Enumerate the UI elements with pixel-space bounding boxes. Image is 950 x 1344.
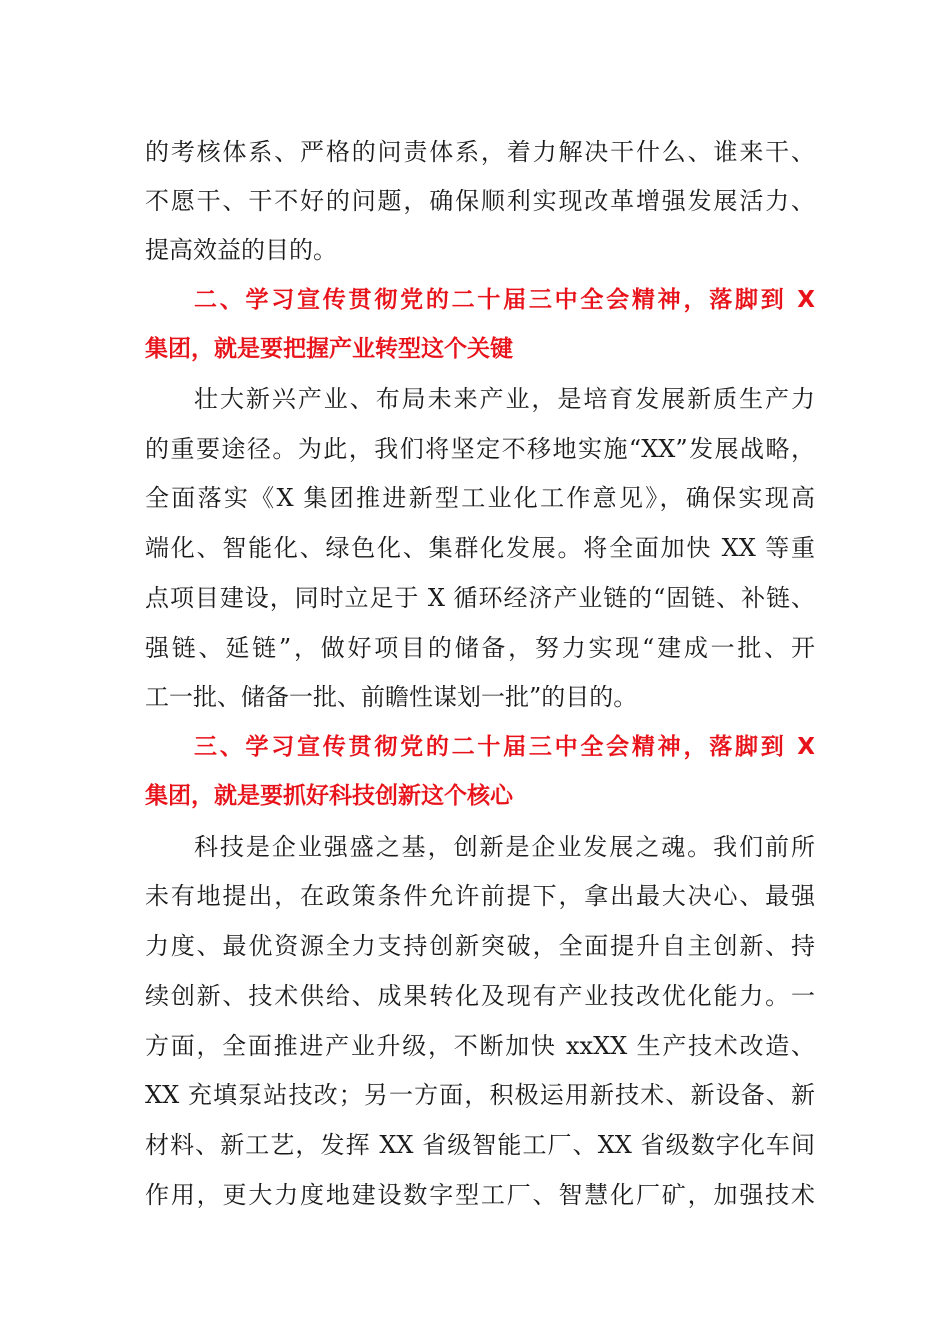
heading-line: 集团，就是要抓好科技创新这个核心: [145, 783, 513, 809]
paragraph-line: 强链、延链”，做好项目的储备，努力实现“建成一批、开: [145, 634, 815, 662]
paragraph-line: 续创新、技术供给、成果转化及现有产业技改优化能力。一: [145, 982, 815, 1010]
paragraph-line: 不愿干、干不好的问题，确保顺利实现改革增强发展活力、: [145, 187, 815, 215]
paragraph-line: 全面落实《X 集团推进新型工业化工作意见》，确保实现高: [145, 484, 815, 512]
paragraph-line: 材料、新工艺，发挥 XX 省级智能工厂、XX 省级数字化车间: [145, 1131, 815, 1159]
paragraph-line: 方面，全面推进产业升级，不断加快 xxXX 生产技术改造、: [145, 1032, 815, 1060]
paragraph-line: 壮大新兴产业、布局未来产业，是培育发展新质生产力: [194, 385, 815, 413]
paragraph-line: XX 充填泵站技改；另一方面，积极运用新技术、新设备、新: [145, 1081, 815, 1109]
paragraph-line: 科技是企业强盛之基，创新是企业发展之魂。我们前所: [194, 833, 815, 861]
paragraph-line: 提高效益的目的。: [145, 236, 337, 264]
paragraph-line: 工一批、储备一批、前瞻性谋划一批”的目的。: [145, 683, 638, 711]
heading-line: 二、学习宣传贯彻党的二十届三中全会精神，落脚到 X: [194, 287, 815, 313]
paragraph-line: 力度、最优资源全力支持创新突破，全面提升自主创新、持: [145, 932, 815, 960]
heading-line: 集团，就是要把握产业转型这个关键: [145, 336, 513, 362]
paragraph-line: 的考核体系、严格的问责体系，着力解决干什么、谁来干、: [145, 138, 815, 166]
paragraph-line: 的重要途径。为此，我们将坚定不移地实施“XX”发展战略，: [145, 435, 815, 463]
paragraph-line: 点项目建设，同时立足于 X 循环经济产业链的“固链、补链、: [145, 584, 815, 612]
paragraph-line: 作用，更大力度地建设数字型工厂、智慧化厂矿，加强技术: [145, 1181, 815, 1209]
paragraph-line: 端化、智能化、绿色化、集群化发展。将全面加快 XX 等重: [145, 534, 815, 562]
heading-line: 三、学习宣传贯彻党的二十届三中全会精神，落脚到 X: [194, 734, 815, 760]
paragraph-line: 未有地提出，在政策条件允许前提下，拿出最大决心、最强: [145, 882, 815, 910]
